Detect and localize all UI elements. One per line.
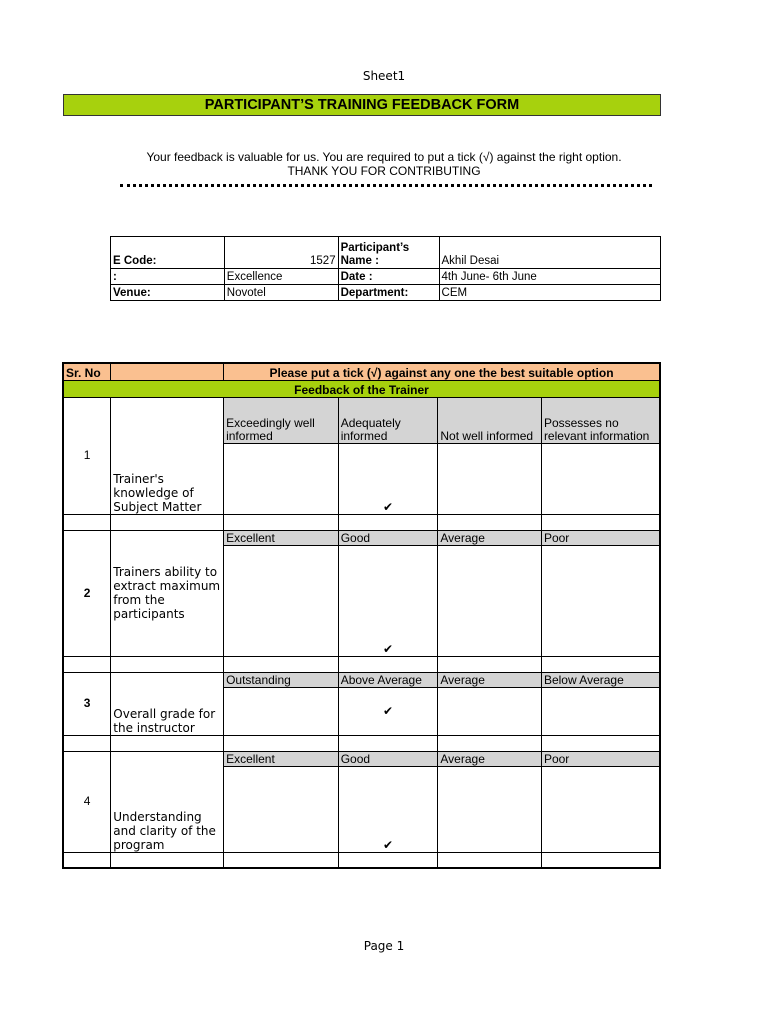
q4-answer-4[interactable]	[541, 766, 660, 852]
q3-question: Overall grade for the instructor	[111, 672, 224, 735]
instruction-header: Please put a tick (√) against any one the best suitable option	[224, 363, 660, 380]
spacer-cell	[111, 514, 224, 530]
check-icon: ✔	[383, 641, 394, 656]
q4-answer-2[interactable]	[338, 766, 438, 852]
q1-number: 1	[63, 397, 111, 514]
q3-option-4: Below Average	[541, 672, 660, 687]
venue-label: Venue:	[111, 285, 225, 301]
spacer-cell	[338, 852, 438, 868]
q3-answer-3[interactable]	[438, 687, 542, 735]
q3-answer-4[interactable]	[541, 687, 660, 735]
q1-question: Trainer's knowledge of Subject Matter	[111, 397, 224, 514]
q2-option-3: Average	[438, 530, 542, 545]
participant-label-line-2: Name :	[340, 255, 379, 267]
participant-name-label	[338, 237, 439, 269]
q1-answer-3[interactable]	[438, 443, 542, 514]
check-icon: ✔	[383, 703, 394, 718]
participant-label-line-1: Participant’s	[340, 242, 410, 254]
q1-option-1: Exceedingly well informed	[224, 397, 339, 443]
department-label: Department:	[338, 285, 439, 301]
q4-option-2: Good	[338, 751, 438, 766]
dotted-divider	[120, 184, 652, 187]
spacer-cell	[438, 852, 542, 868]
spacer-cell	[63, 852, 111, 868]
participant-info-table	[110, 236, 661, 301]
spacer-cell	[338, 514, 438, 530]
q4-option-3: Average	[438, 751, 542, 766]
spacer-cell	[541, 852, 660, 868]
intro-text	[0, 150, 768, 178]
q4-option-1: Excellent	[224, 751, 339, 766]
q2-answer-1[interactable]	[224, 545, 339, 656]
spacer-cell	[541, 514, 660, 530]
spacer-cell	[338, 656, 438, 672]
q3-number: 3	[63, 672, 111, 735]
q2-answer-2[interactable]	[338, 545, 438, 656]
q3-option-1: Outstanding	[224, 672, 339, 687]
header-blank	[111, 363, 224, 380]
form-title: PARTICIPANT’S TRAINING FEEDBACK FORM	[63, 94, 661, 116]
spacer-cell	[111, 656, 224, 672]
spacer-cell	[338, 735, 438, 751]
q2-answer-4[interactable]	[541, 545, 660, 656]
q4-option-4: Poor	[541, 751, 660, 766]
q4-answer-1[interactable]	[224, 766, 339, 852]
srno-header: Sr. No	[63, 363, 111, 380]
department-value[interactable]: CEM	[439, 285, 660, 301]
spacer-cell	[111, 735, 224, 751]
row2-value[interactable]: Excellence	[224, 269, 338, 285]
spacer-cell	[63, 656, 111, 672]
spacer-cell	[438, 514, 542, 530]
date-label: Date :	[338, 269, 439, 285]
spacer-cell	[541, 656, 660, 672]
q1-option-3: Not well informed	[438, 397, 542, 443]
spacer-cell	[438, 656, 542, 672]
row2-label: :	[111, 269, 225, 285]
q1-answer-4[interactable]	[541, 443, 660, 514]
q2-question: Trainers ability to extract maximum from the participants	[111, 530, 224, 656]
participant-name-value[interactable]: Akhil Desai	[439, 237, 660, 269]
spacer-cell	[63, 514, 111, 530]
q4-question: Understanding and clarity of the program	[111, 751, 224, 852]
intro-line-1: Your feedback is valuable for us. You are required to put a tick (√) against the right option.	[146, 150, 622, 164]
section-title: Feedback of the Trainer	[63, 380, 660, 397]
q2-answer-3[interactable]	[438, 545, 542, 656]
q2-option-4: Poor	[541, 530, 660, 545]
spacer-cell	[541, 735, 660, 751]
spacer-cell	[224, 514, 339, 530]
q3-answer-2[interactable]	[338, 687, 438, 735]
q1-answer-2[interactable]	[338, 443, 438, 514]
q2-option-2: Good	[338, 530, 438, 545]
q2-number: 2	[63, 530, 111, 656]
q4-number: 4	[63, 751, 111, 852]
spacer-cell	[224, 852, 339, 868]
q1-option-2: Adequately informed	[338, 397, 438, 443]
q1-answer-1[interactable]	[224, 443, 339, 514]
date-value[interactable]: 4th June- 6th June	[439, 269, 660, 285]
q3-option-2: Above Average	[338, 672, 438, 687]
intro-line-2: THANK YOU FOR CONTRIBUTING	[287, 164, 481, 178]
page-footer: Page 1	[363, 939, 405, 953]
q3-option-3: Average	[438, 672, 542, 687]
spacer-cell	[438, 735, 542, 751]
q3-answer-1[interactable]	[224, 687, 339, 735]
spacer-cell	[224, 735, 339, 751]
spacer-cell	[111, 852, 224, 868]
ecode-label: E Code:	[111, 237, 225, 269]
q2-option-1: Excellent	[224, 530, 339, 545]
sheet-label: Sheet1	[362, 69, 406, 83]
spacer-cell	[224, 656, 339, 672]
check-icon: ✔	[383, 837, 394, 852]
check-icon: ✔	[383, 499, 394, 514]
q4-answer-3[interactable]	[438, 766, 542, 852]
q1-option-4: Possesses no relevant information	[541, 397, 660, 443]
venue-value[interactable]: Novotel	[224, 285, 338, 301]
ecode-value[interactable]: 1527	[224, 237, 338, 269]
spacer-cell	[63, 735, 111, 751]
feedback-table	[62, 362, 661, 869]
